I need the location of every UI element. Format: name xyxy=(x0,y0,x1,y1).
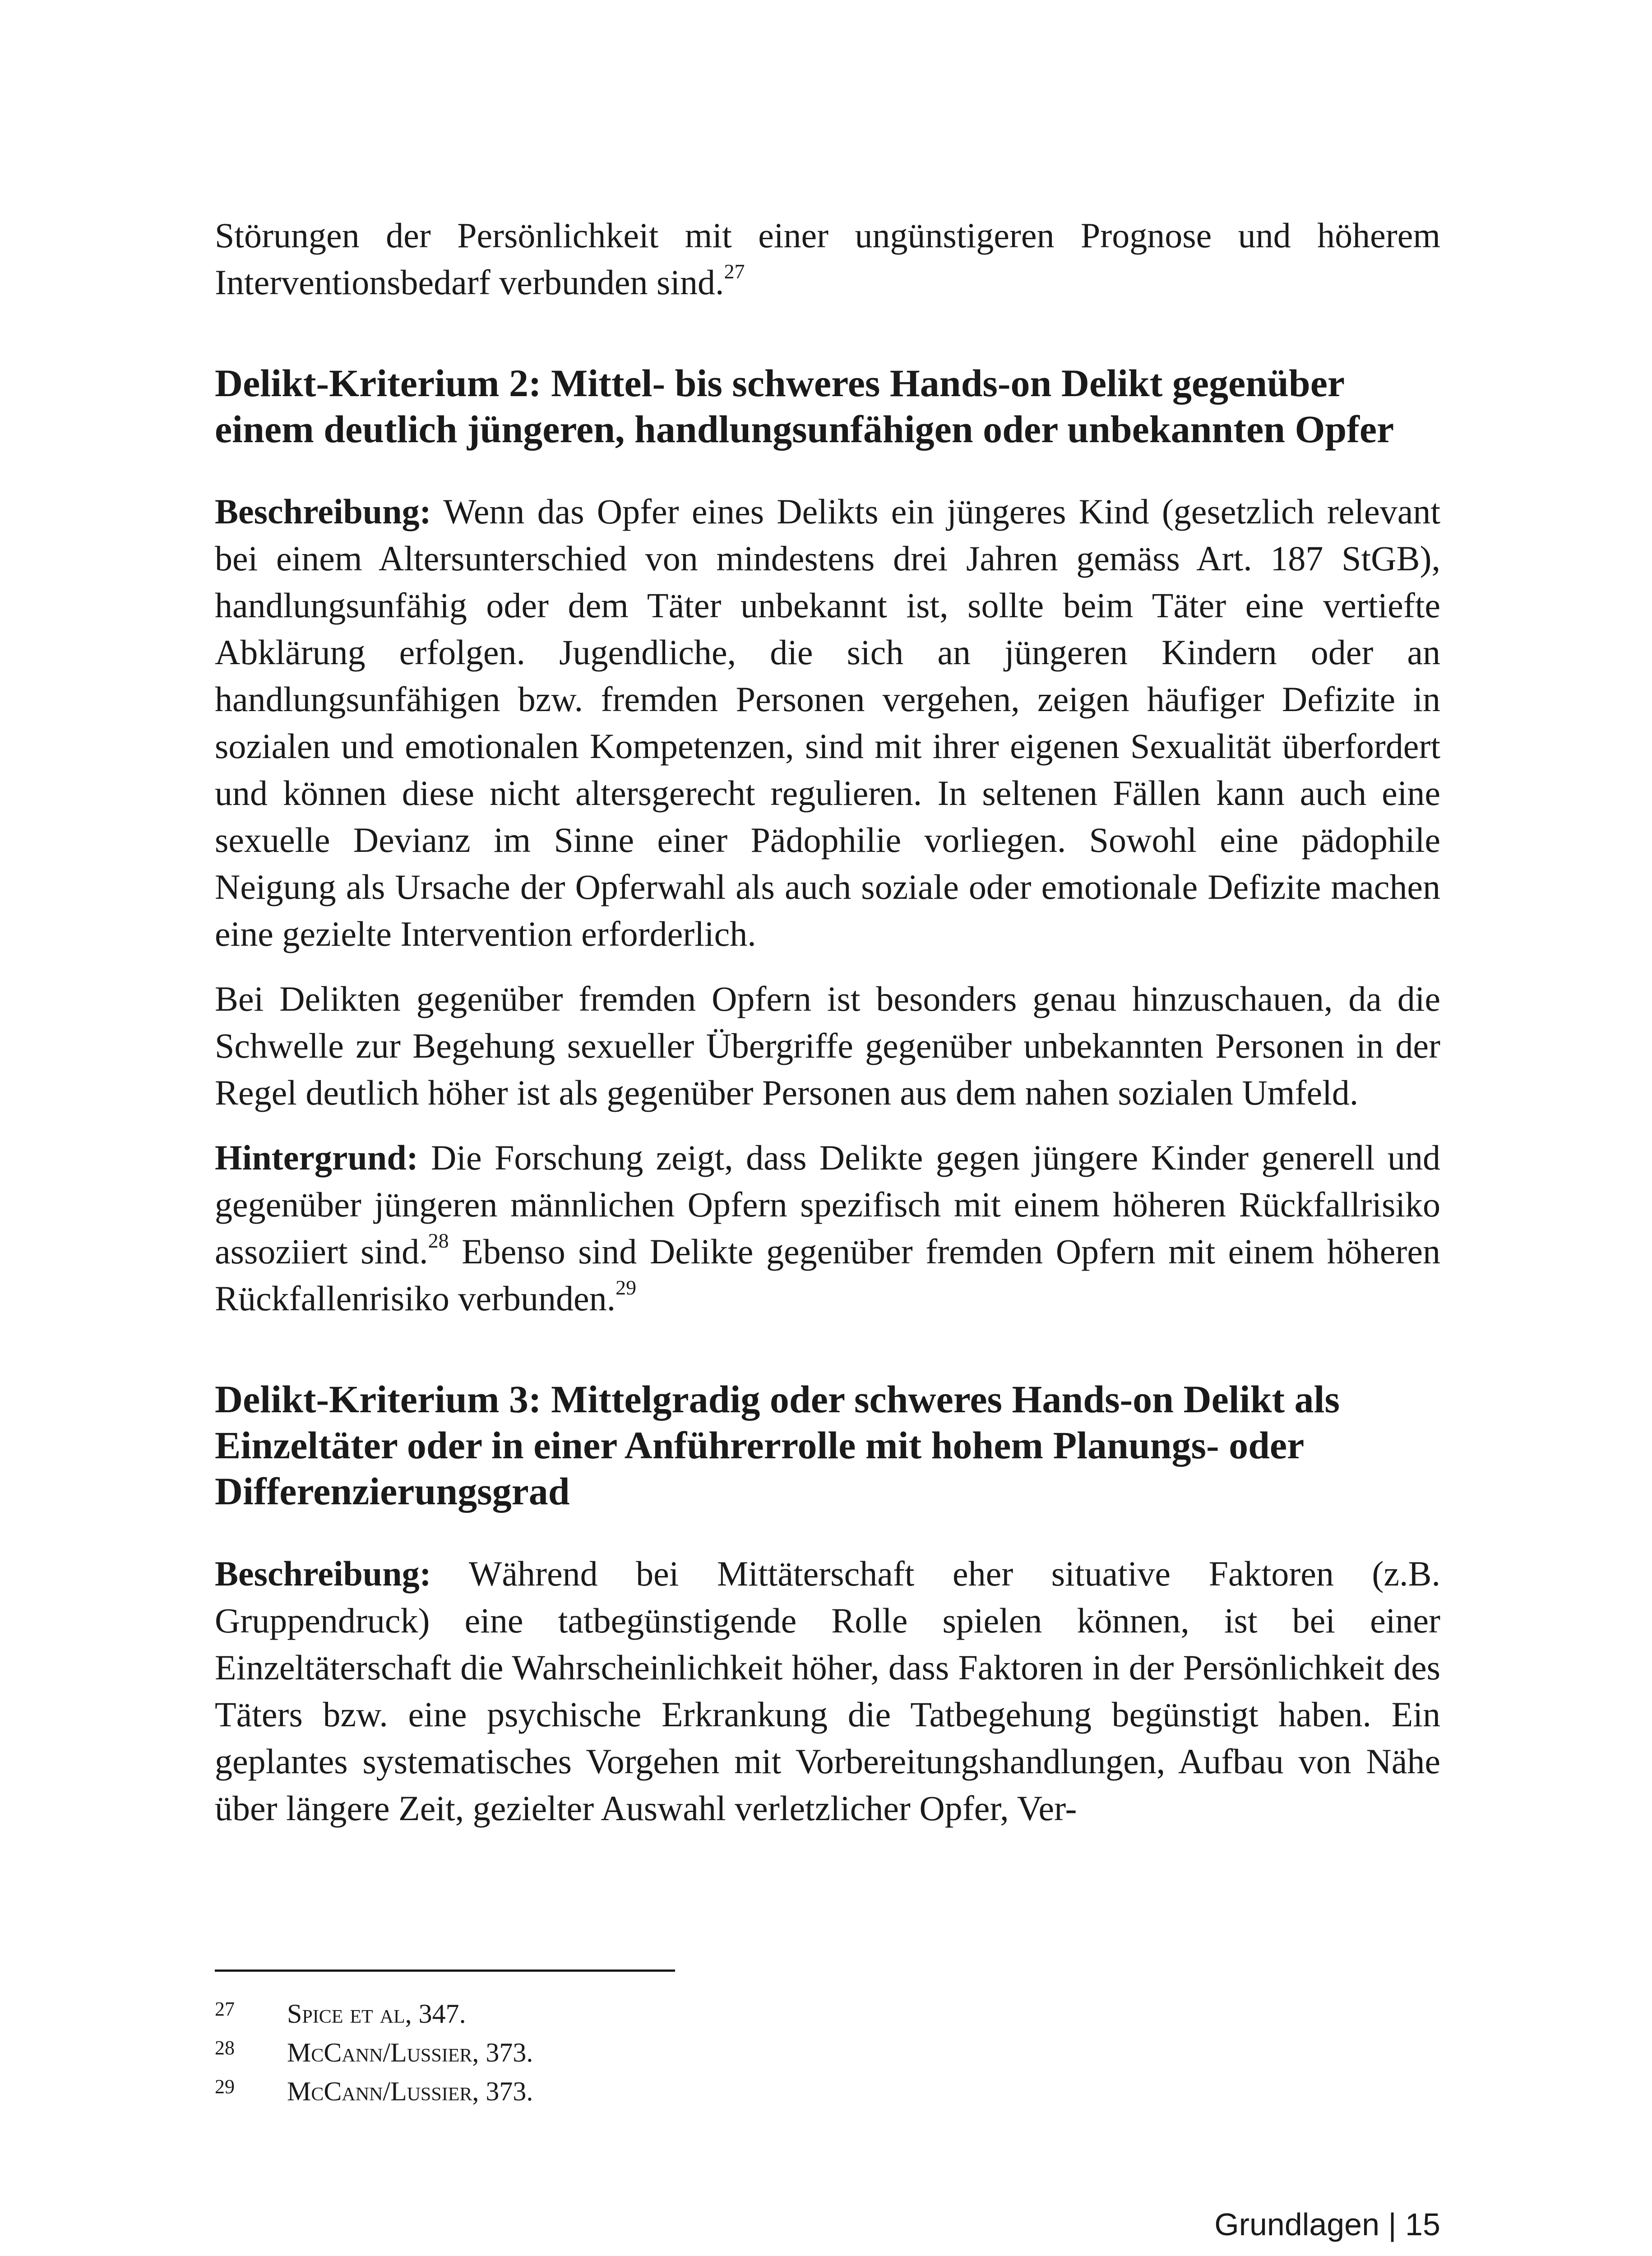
description-text: Während bei Mittäterschaft eher situative Faktoren (z.B. Gruppendruck) eine tatbegünstigende Rolle spielen können, ist bei einer Einzeltäterschaft die Wahrscheinlichkeit höher, dass Faktoren in der Persönlichkeit des Täters bzw. eine psychische Erkrankung die Tatbegehung begünstigt haben. Ein geplantes systematisches Vorgehen mit Vorbereitungshandlungen, Aufbau von Nähe über längere Zeit, gezielter Auswahl verletzlicher Opfer, Ver- xyxy=(215,1554,1441,1828)
page-body xyxy=(215,212,1440,1832)
footnote-ref-27[interactable]: 27 xyxy=(724,260,745,283)
criterion-3-description xyxy=(215,1550,1440,1832)
footnote-item xyxy=(215,2072,1440,2111)
background-label: Hintergrund: xyxy=(215,1138,418,1177)
background-text-b: Ebenso sind Delikte gegenüber fremden Opfern mit einem höheren Rückfallenrisiko verbunden. xyxy=(215,1232,1440,1318)
footnote-text xyxy=(287,1994,466,2033)
intro-paragraph xyxy=(215,212,1440,306)
footnote-citation: Spice et al, 347. xyxy=(287,1999,466,2029)
description-text: Wenn das Opfer eines Delikts ein jüngeres Kind (gesetzlich relevant bei einem Altersunterschied von mindestens drei Jahren gemäss Art. 187 StGB), handlungsunfähig oder dem Täter unbekannt ist, sollte beim Täter eine vertiefte Abklärung erfolgen. Jugendliche, die sich an jüngeren Kindern oder an handlungsunfähigen bzw. fremden Personen vergehen, zeigen häufiger Defizite in sozialen und emotionalen Kompetenzen, sind mit ihrer eigenen Sexualität überfordert und können diese nicht altersgerecht regulieren. In seltenen Fällen kann auch eine sexuelle Devianz im Sinne einer Pädophilie vorliegen. Sowohl eine pädophile Neigung als Ursache der Opferwahl als auch soziale oder emotionale Defizite machen eine gezielte Intervention erforderlich. xyxy=(215,492,1441,953)
footnote-number: 28 xyxy=(215,2037,235,2059)
footnote-number: 27 xyxy=(215,1998,235,2020)
footnote-ref-29[interactable]: 29 xyxy=(615,1276,637,1299)
criterion-2-background xyxy=(215,1134,1440,1322)
description-label: Beschreibung: xyxy=(215,1554,431,1593)
footnote-item xyxy=(215,2033,1440,2072)
background-text-a: Die Forschung zeigt, dass Delikte gegen jüngere Kinder generell und gegenüber jüngeren männlichen Opfern spezifisch mit einem höheren Rückfallrisiko assoziiert sind. xyxy=(215,1138,1441,1271)
page-footer: Grundlagen | 15 xyxy=(1214,2207,1440,2242)
criterion-3-heading: Delikt-Kriterium 3: Mittelgradig oder schweres Hands-on Delikt als Einzeltäter oder in einer Anführerrolle mit hohem Planungs- oder Differenzierungsgrad xyxy=(215,1378,1340,1513)
criterion-2-heading: Delikt-Kriterium 2: Mittel- bis schweres Hands-on Delikt gegenüber einem deutlich jüngeren, handlungsunfähigen oder unbekannten Opfer xyxy=(215,361,1394,451)
footnote-ref-28[interactable]: 28 xyxy=(428,1229,449,1252)
intro-text: Störungen der Persönlichkeit mit einer ungünstigeren Prognose und höherem Interventionsbedarf verbunden sind. xyxy=(215,216,1440,302)
criterion-2-description-continued: Bei Delikten gegenüber fremden Opfern ist besonders genau hinzuschauen, da die Schwelle zur Begehung sexueller Übergriffe gegenüber unbekannten Personen in der Regel deutlich höher ist als gegenüber Personen aus dem nahen sozialen Umfeld. xyxy=(215,979,1440,1112)
footnote-text xyxy=(287,2033,533,2072)
footnote-citation: McCann/Lussier, 373. xyxy=(287,2038,533,2067)
footnote-item xyxy=(215,1994,1440,2033)
criterion-2-description xyxy=(215,488,1440,957)
footnote-number: 29 xyxy=(215,2076,235,2098)
footnote-citation: McCann/Lussier, 373. xyxy=(287,2076,533,2106)
footnote-text xyxy=(287,2072,533,2111)
description-label: Beschreibung: xyxy=(215,492,431,531)
footnotes xyxy=(215,1994,1440,2111)
footnote-divider xyxy=(215,1969,675,1972)
